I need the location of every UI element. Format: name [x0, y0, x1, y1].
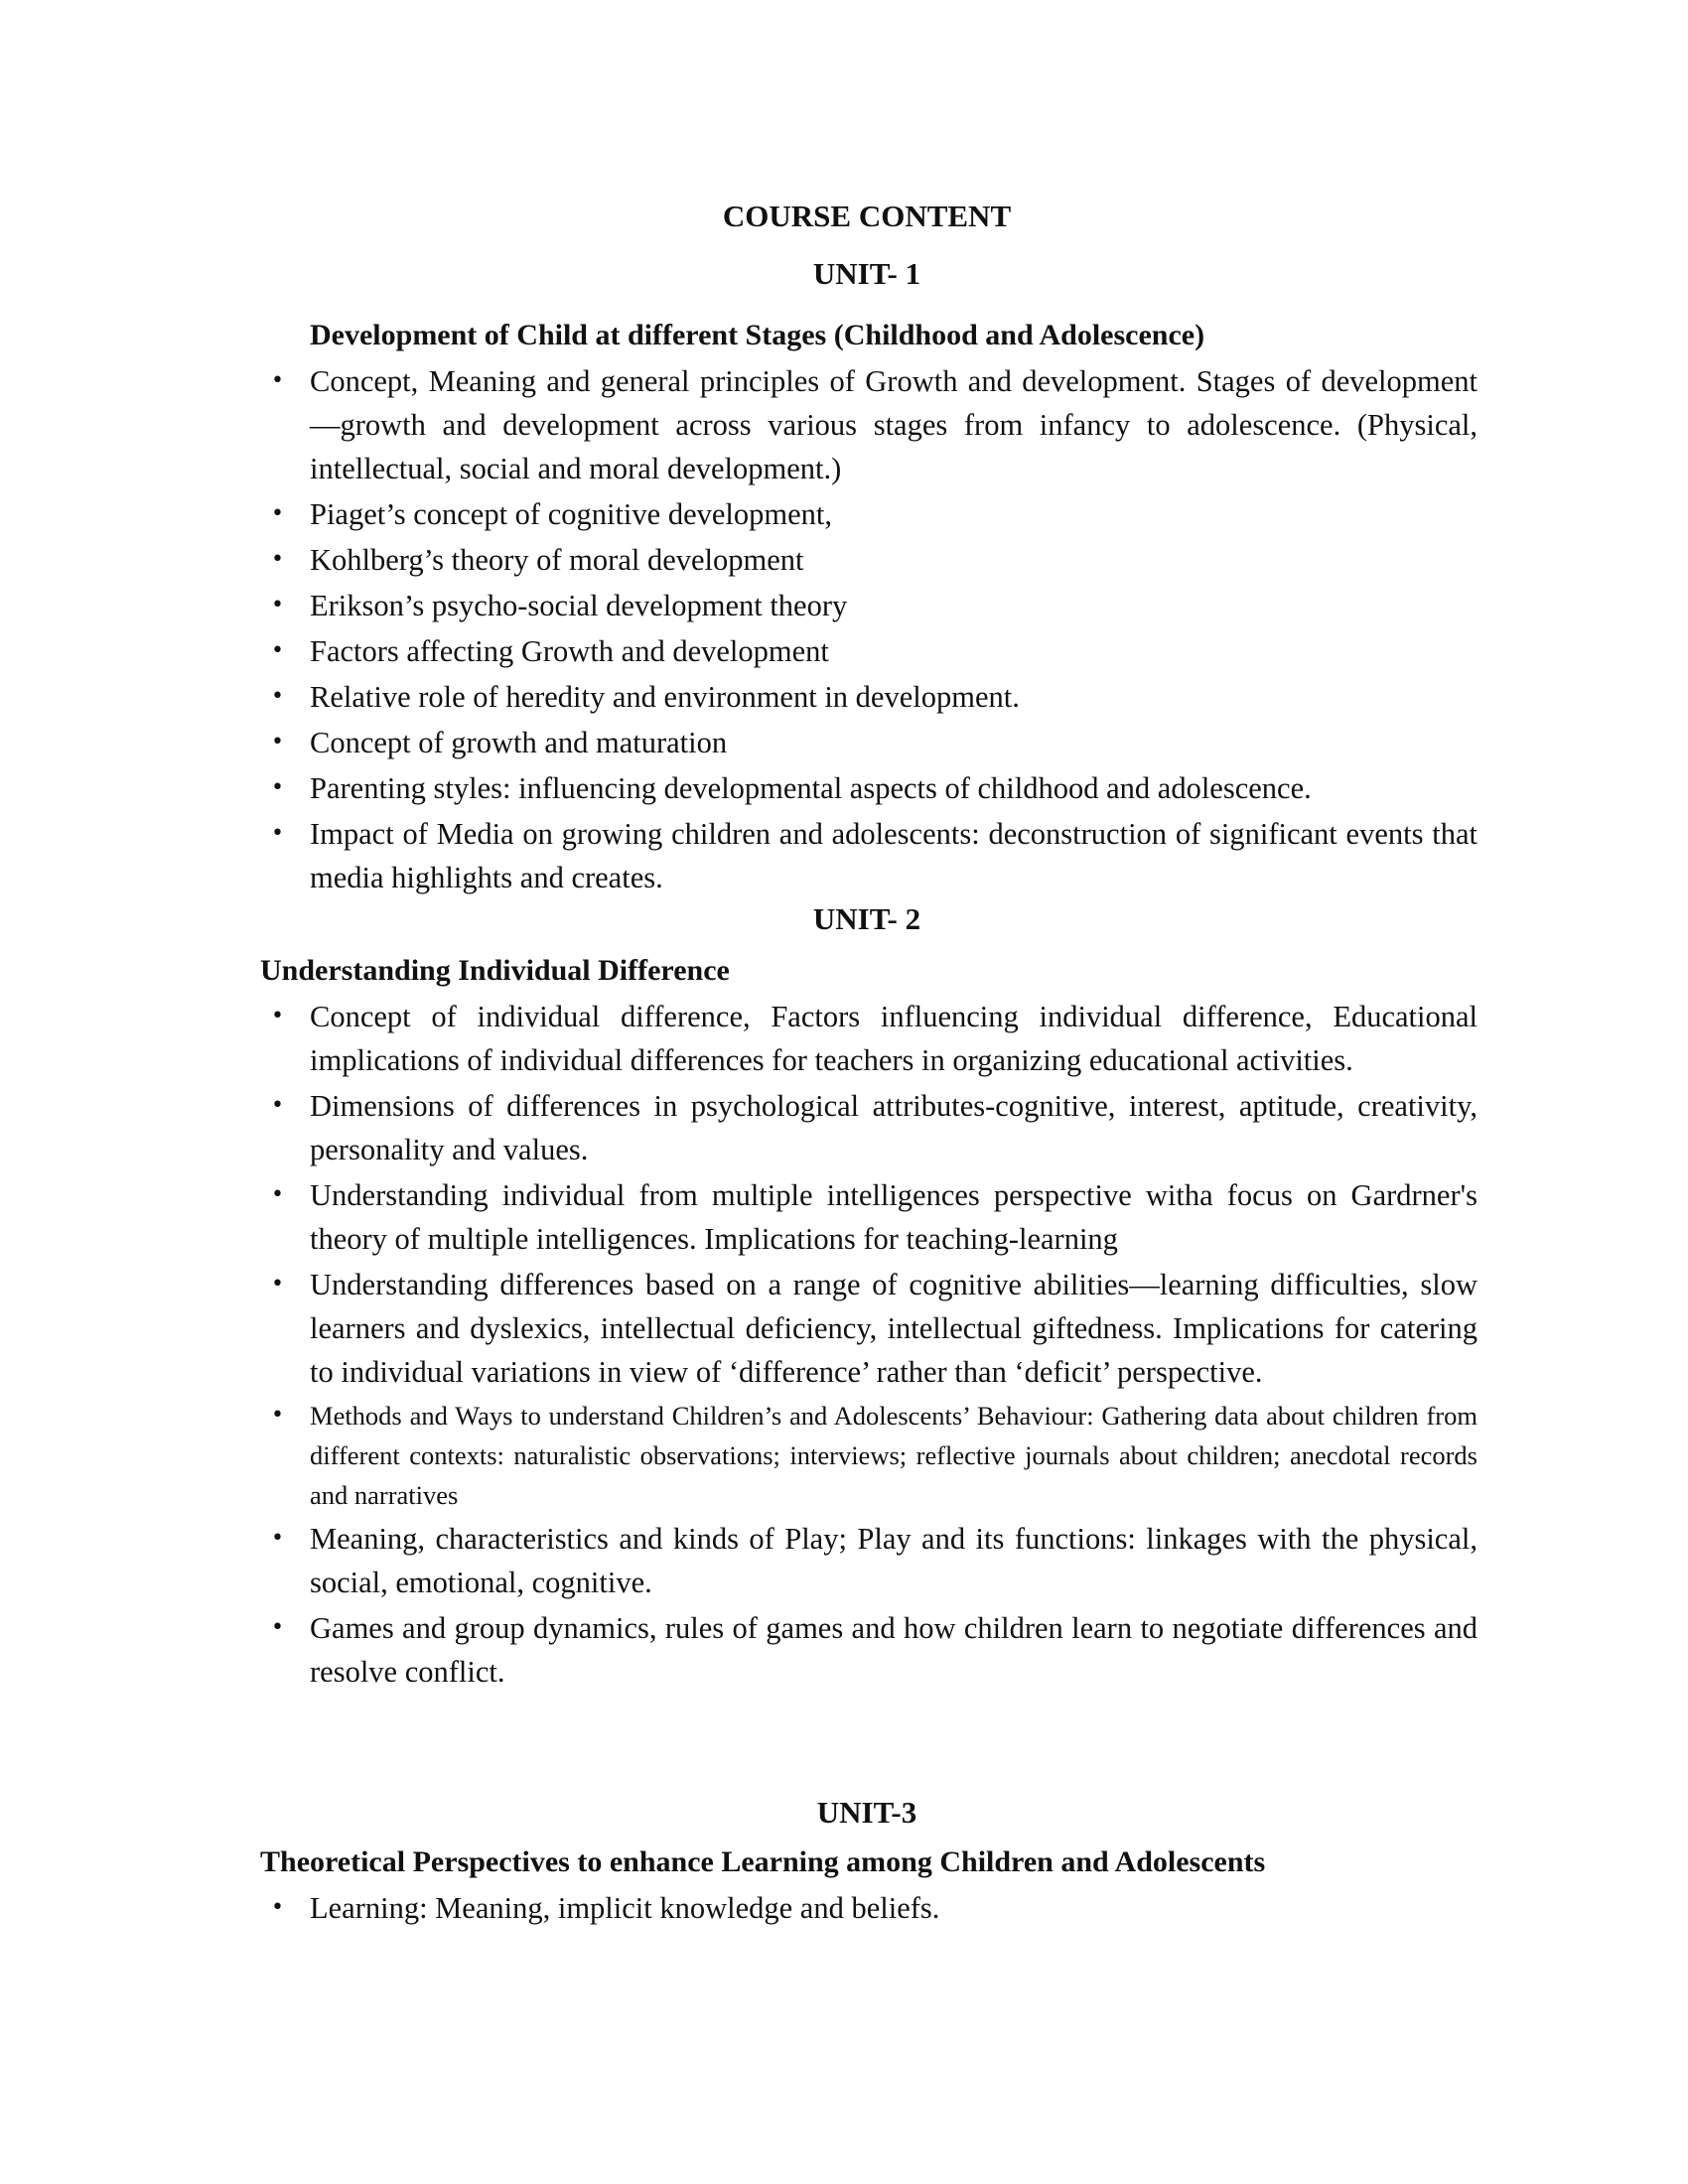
- list-item: • Erikson’s psycho-social development theory: [310, 584, 1477, 627]
- unit-2-heading: UNIT- 2: [812, 901, 921, 936]
- unit-1-list: [310, 359, 1477, 901]
- list-item: • Methods and Ways to understand Children’s and Adolescents’ Behaviour: Gathering data about children from different contexts: naturalistic observations; interviews; reflective journals about children; anecdotal records and narratives: [310, 1396, 1477, 1515]
- list-item: • Kohlberg’s theory of moral development: [310, 538, 1477, 582]
- list-item: • Concept, Meaning and general principles of Growth and development. Stages of development—growth and development across various stages from infancy to adolescence. (Physical, intellectual, social and moral development.): [310, 359, 1477, 490]
- list-item: • Understanding individual from multiple intelligences perspective witha focus on Gardrner's theory of multiple intelligences. Implications for teaching-learning: [310, 1173, 1477, 1261]
- unit-2-list: [310, 995, 1477, 1696]
- unit-3-list: [310, 1886, 1477, 1932]
- list-item: • Piaget’s concept of cognitive development,: [310, 492, 1477, 536]
- list-item: • Impact of Media on growing children and adolescents: deconstruction of significant events that media highlights and creates.: [310, 812, 1477, 899]
- unit-2-subheading: Understanding Individual Difference: [260, 954, 730, 987]
- list-item: • Meaning, characteristics and kinds of Play; Play and its functions: linkages with the physical, social, emotional, cognitive.: [310, 1517, 1477, 1604]
- unit-1-heading: UNIT- 1: [812, 256, 921, 291]
- list-item: • Dimensions of differences in psychological attributes-cognitive, interest, aptitude, creativity, personality and values.: [310, 1084, 1477, 1171]
- unit-3-heading: UNIT-3: [816, 1795, 917, 1830]
- unit-3-subheading: Theoretical Perspectives to enhance Learning among Children and Adolescents: [260, 1845, 1266, 1878]
- course-title: COURSE CONTENT: [722, 199, 1012, 233]
- list-item: • Concept of individual difference, Factors influencing individual difference, Educational implications of individual differences for teachers in organizing educational activities.: [310, 995, 1477, 1082]
- unit-1-subheading: Development of Child at different Stages (Childhood and Adolescence): [310, 319, 1205, 351]
- list-item: • Factors affecting Growth and development: [310, 629, 1477, 673]
- list-item: • Concept of growth and maturation: [310, 721, 1477, 764]
- list-item: • Learning: Meaning, implicit knowledge and beliefs.: [310, 1886, 1477, 1930]
- list-item: • Parenting styles: influencing developmental aspects of childhood and adolescence.: [310, 766, 1477, 810]
- list-item: • Relative role of heredity and environment in development.: [310, 675, 1477, 719]
- list-item: • Understanding differences based on a range of cognitive abilities—learning difficulties, slow learners and dyslexics, intellectual deficiency, intellectual giftedness. Implications for catering to individual variations in view of ‘difference’ rather than ‘deficit’ perspective.: [310, 1263, 1477, 1394]
- list-item: • Games and group dynamics, rules of games and how children learn to negotiate differences and resolve conflict.: [310, 1606, 1477, 1694]
